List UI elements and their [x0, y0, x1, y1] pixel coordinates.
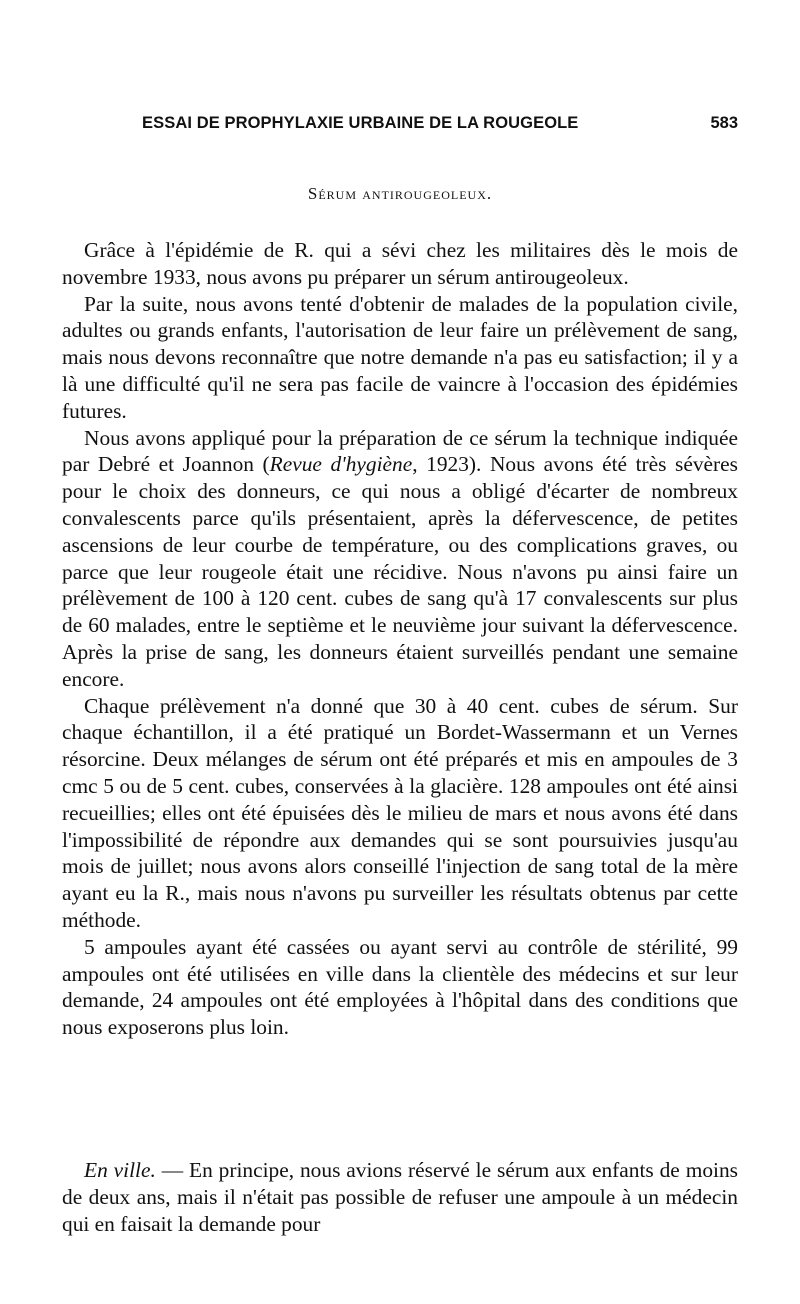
journal-title: Revue d'hygiène	[269, 452, 413, 477]
running-head	[62, 114, 738, 138]
running-title: ESSAI DE PROPHYLAXIE URBAINE DE LA ROUGEOLE	[142, 114, 579, 132]
paragraph-3-after: , 1923). Nous avons été très sévères pour le choix des donneurs, ce qui nous a obligé d'écarter de nombreux convalescents parce qu'ils présentaient, après la défervescence, de petites ascensions de leur courbe de température, ou des complications graves, ou parce que leur rougeole était une récidive. Nous n'avons pu ainsi faire un prélèvement de 100 à 120 cent. cubes de sang qu'à 17 convalescents sur plus de 60 malades, entre le septième et le neuvième jour suivant la défervescence. Après la prise de sang, les donneurs étaient surveillés pendant une semaine encore.	[62, 452, 738, 691]
paragraph-3-before: Nous avons appliqué pour la préparation de ce sérum la technique indiquée par Debré et Joannon (	[62, 425, 738, 477]
paragraph-3	[62, 425, 738, 693]
paragraph-1: Grâce à l'épidémie de R. qui a sévi chez les militaires dès le mois de novembre 1933, nous avons pu préparer un sérum antirougeoleux.	[62, 238, 738, 289]
page-number: 583	[710, 114, 738, 132]
section-title: Sérum antirougeoleux.	[307, 184, 493, 203]
subsection-heading: En ville.	[84, 1158, 156, 1182]
paragraph-2: Par la suite, nous avons tenté d'obtenir de malades de la population civile, adultes ou grands enfants, l'autorisation de leur faire un prélèvement de sang, mais nous devons reconnaître que notre demande n'a pas eu satisfaction; il y a là une difficulté qu'il ne sera pas facile de vaincre à l'occasion des épidémies futures.	[62, 291, 738, 423]
subsection-text: — En principe, nous avions réservé le sérum aux enfants de moins de deux ans, mais il n'était pas possible de refuser une ampoule à un médecin qui en faisait la demande pour	[62, 1158, 738, 1236]
subsection-en-ville	[62, 1157, 738, 1237]
paragraph-5: 5 ampoules ayant été cassées ou ayant servi au contrôle de stérilité, 99 ampoules ont été utilisées en ville dans la clientèle des médecins et sur leur demande, 24 ampoules ont été employées à l'hôpital dans des conditions que nous exposerons plus loin.	[62, 934, 738, 1040]
book-page	[62, 0, 738, 1304]
paragraph-4: Chaque prélèvement n'a donné que 30 à 40 cent. cubes de sérum. Sur chaque échantillon, il a été pratiqué un Bordet-Wassermann et un Vernes résorcine. Deux mélanges de sérum ont été préparés et mis en ampoules de 3 cmc 5 ou de 5 cent. cubes, conservées à la glacière. 128 ampoules ont été ainsi recueillies; elles ont été épuisées dès le milieu de mars et nous avons été dans l'impossibilité de répondre aux demandes qui se sont poursuivies jusqu'au mois de juillet; nous avons alors conseillé l'injection de sang total de la mère ayant eu la R., mais nous n'avons pu surveiller les résultats obtenus par cette méthode.	[62, 693, 738, 932]
body-text	[62, 237, 738, 1041]
subsection-paragraph	[62, 1157, 738, 1237]
